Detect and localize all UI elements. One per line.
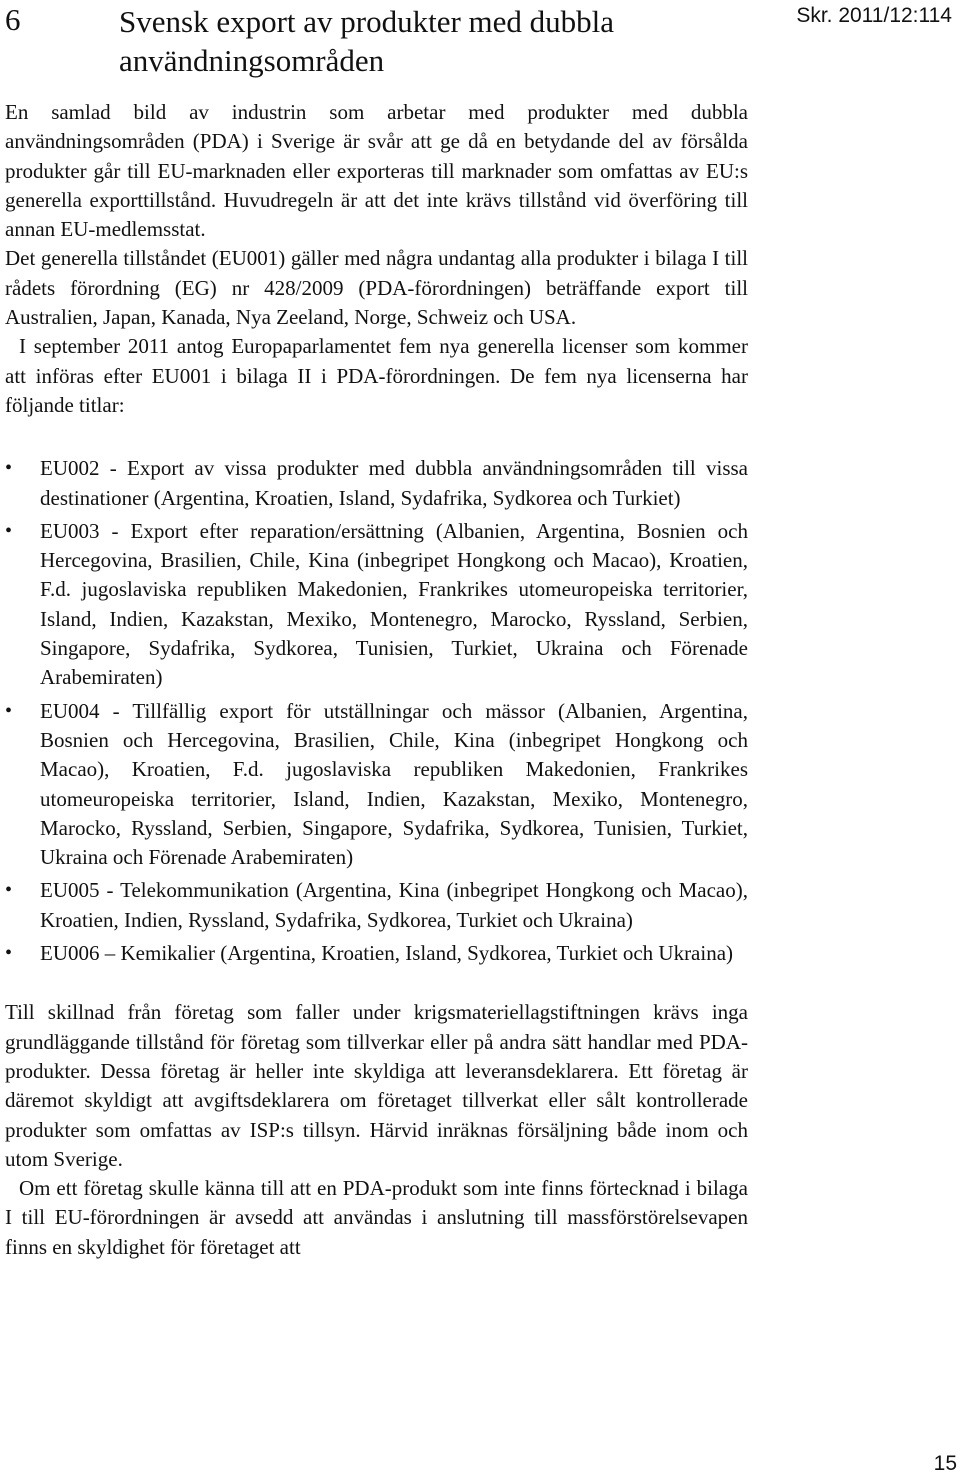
closing-paragraph: Till skillnad från företag som faller under krigsmateriellagstiftningen krävs inga grundläggande tillstånd för företag som tillverkar eller på andra sätt handlar med PDA-produkter. Dessa företag är heller inte skyldiga att leveransdeklarera. Ett företag är däremot skyldigt att avgiftsdeklarera om företaget tillverkat eller sålt kontrollerade produkter som omfattas av ISP:s tillsyn. Härvid inräknas försäljning både inom och utom Sverige. bbox=[5, 1000, 748, 1171]
list-item bbox=[5, 454, 748, 513]
list-item bbox=[5, 939, 748, 968]
spacer bbox=[5, 972, 748, 998]
eu001-paragraph: Det generella tillståndet (EU001) gäller med några undantag alla produkter i bilaga I till rådets förordning (EG) nr 428/2009 (PDA-förordningen) beträffande export till Australien, Japan, Kanada, Nya Zeeland, Norge, Schweiz och USA. bbox=[5, 246, 748, 330]
section-number: 6 bbox=[5, 2, 21, 37]
bullet-icon: • bbox=[5, 519, 13, 542]
closing-paragraph: Om ett företag skulle känna till att en PDA-produkt som inte finns förtecknad i bilaga I till EU-förordningen är avsedd att användas i anslutning till massförstörelsevapen finns en skyldighet för företaget att bbox=[5, 1176, 748, 1259]
document-body bbox=[5, 98, 748, 1262]
license-list bbox=[5, 454, 748, 968]
list-item bbox=[5, 517, 748, 693]
list-item-text: EU004 - Tillfällig export för utställningar och mässor (Albanien, Argentina, Bosnien och Hercegovina, Brasilien, Chile, Kina (inbegripet Hongkong och Macao), Kroatien, F.d. jugoslaviska republiken Makedonien, Frankrikes utomeuropeiska territorier, Island, Indien, Kazakstan, Mexiko, Montenegro, Marocko, Ryssland, Serbien, Singapore, Sydafrika, Sydkorea, Tunisien, Turkiet, Ukraina och Förenade Arabemiraten) bbox=[40, 698, 748, 870]
list-item-text: EU006 – Kemikalier (Argentina, Kroatien, Island, Sydkorea, Turkiet och Ukraina) bbox=[40, 941, 734, 966]
list-item bbox=[5, 697, 748, 873]
document-reference: Skr. 2011/12:114 bbox=[796, 4, 952, 27]
new-licenses-paragraph: I september 2011 antog Europaparlamentet fem nya generella licenser som kommer att införas efter EU001 i bilaga II i PDA-förordningen. De fem nya licenserna har följande titlar: bbox=[5, 334, 748, 417]
list-item-text: EU005 - Telekommunikation (Argentina, Kina (inbegripet Hongkong och Macao), Kroatien, Indien, Ryssland, Sydafrika, Sydkorea, Turkiet och Ukraina) bbox=[40, 878, 748, 932]
bullet-icon: • bbox=[5, 942, 13, 965]
bullet-icon: • bbox=[5, 699, 13, 722]
section-title: Svensk export av produkter med dubbla användningsområden bbox=[119, 4, 615, 78]
list-item-text: EU002 - Export av vissa produkter med dubbla användningsområden till vissa destinationer (Argentina, Kroatien, Island, Sydafrika, Sydkorea och Turkiet) bbox=[40, 456, 748, 510]
bullet-icon: • bbox=[5, 457, 13, 480]
list-item bbox=[5, 876, 748, 935]
spacer bbox=[5, 420, 748, 454]
page-number: 15 bbox=[933, 1452, 957, 1475]
bullet-icon: • bbox=[5, 879, 13, 902]
intro-paragraph: En samlad bild av industrin som arbetar med produkter med dubbla användningsområden (PDA) i Sverige är svår att ge då en betydande del av försålda produkter går till EU-marknaden eller exporteras till marknader som omfattas av EU:s generella exporttillstånd. Huvudregeln är att det inte krävs tillstånd vid överföring till annan EU-medlemsstat. bbox=[5, 100, 748, 242]
list-item-text: EU003 - Export efter reparation/ersättning (Albanien, Argentina, Bosnien och Hercegovina, Brasilien, Chile, Kina (inbegripet Hongkong och Macao), Kroatien, F.d. jugoslaviska republiken Makedonien, Frankrikes utomeuropeiska territorier, Island, Indien, Kazakstan, Mexiko, Montenegro, Marocko, Ryssland, Serbien, Singapore, Sydafrika, Sydkorea, Tunisien, Turkiet, Ukraina och Förenade Arabemiraten) bbox=[40, 518, 748, 690]
